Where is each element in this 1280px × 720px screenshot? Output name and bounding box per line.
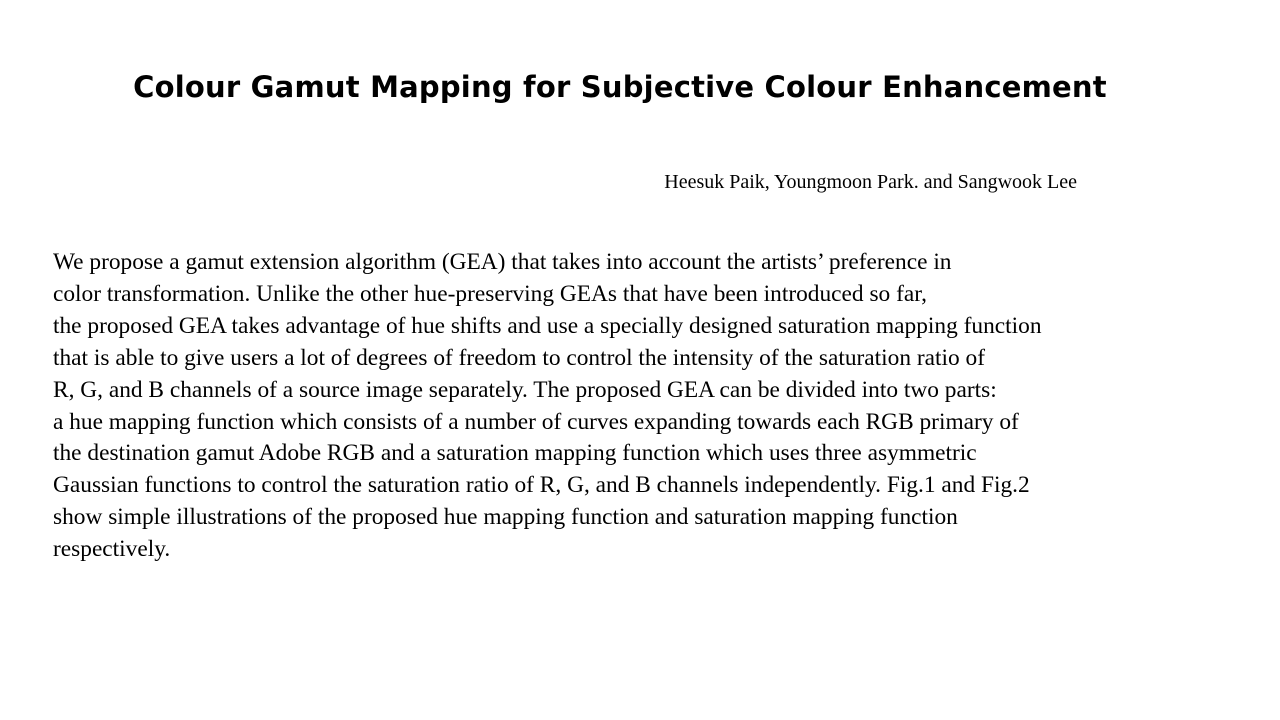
abstract-paragraph — [53, 247, 1273, 566]
abstract-line: the proposed GEA takes advantage of hue shifts and use a specially designed saturation mapping function — [53, 312, 1042, 339]
abstract-line: the destination gamut Adobe RGB and a saturation mapping function which uses three asymmetric — [53, 440, 977, 467]
abstract-line: that is able to give users a lot of degrees of freedom to control the intensity of the saturation ratio of — [53, 344, 986, 371]
abstract-line: R, G, and B channels of a source image separately. The proposed GEA can be divided into two parts: — [53, 376, 997, 403]
abstract-line: We propose a gamut extension algorithm (GEA) that takes into account the artists’ preference in — [53, 249, 952, 275]
abstract-line: a hue mapping function which consists of a number of curves expanding towards each RGB primary of — [53, 408, 1019, 435]
authors-line: Heesuk Paik, Youngmoon Park. and Sangwook Lee — [664, 171, 1077, 193]
abstract-line: respectively. — [53, 536, 171, 563]
abstract-line: Gaussian functions to control the saturation ratio of R, G, and B channels independently. Fig.1 and Fig.2 — [53, 472, 1030, 499]
abstract-line: color transformation. Unlike the other hue-preserving GEAs that have been introduced so far, — [53, 280, 927, 307]
abstract-line: show simple illustrations of the proposed hue mapping function and saturation mapping function — [53, 504, 958, 531]
slide-title: Colour Gamut Mapping for Subjective Colour Enhancement — [133, 70, 1107, 104]
